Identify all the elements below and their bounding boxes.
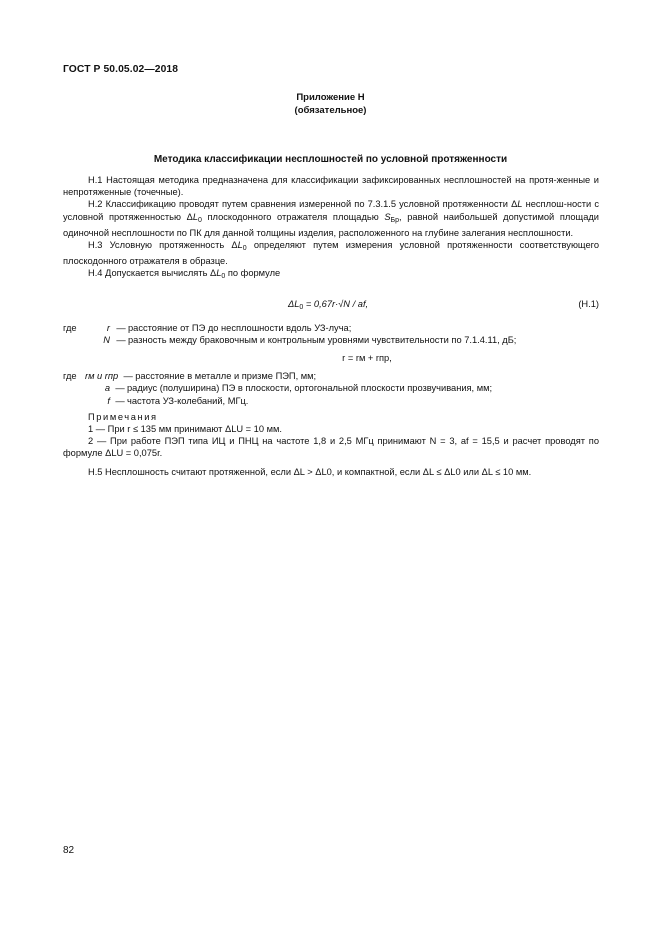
formula-expression: $\Delta L_0 = 0,67r\cdot√N$ / af, xyxy=(288,298,369,311)
where-row: где r — расстояние от ПЭ до несплошности вдоль УЗ-луча; xyxy=(63,322,352,333)
note-1: 1 — При r ≤ 135 мм принимают ΔLU = 10 мм. xyxy=(88,424,282,435)
notes-title: Примечания xyxy=(88,411,158,422)
section-title: Методика классификации несплошностей по условной протяженности xyxy=(153,154,508,165)
appendix-subtitle: (обязательное) xyxy=(294,104,367,116)
where-row: f — частота УЗ-колебаний, МГц. xyxy=(107,395,249,406)
note-2: 2 — При работе ПЭП типа ИЦ и ПНЦ на частоте 1,8 и 2,5 МГц принимают N = 3, af = 15,5 и расчет проводят по формуле ΔLU = 0,075r. xyxy=(63,436,599,459)
where-row: a — радиус (полуширина) ПЭ в плоскости, ортогональной плоскости прозвучивания, мм; xyxy=(104,383,493,394)
formula-number: (Н.1) xyxy=(578,298,599,309)
page-number: 82 xyxy=(63,845,75,856)
document-header: ГОСТ Р 50.05.02—2018 xyxy=(63,64,179,75)
where-row: где rм и rпр — расстояние в металле и призме ПЭП, мм; xyxy=(63,371,317,382)
appendix-heading xyxy=(0,92,661,117)
where-block-1 xyxy=(63,322,599,346)
paragraph-h2: Н.2 Классификацию проводят путем сравнения измеренной по 7.3.1.5 условной протяженности ΔL несплош-ности с условной протяженностью $\Delta L_0$ плоскодонного отражателя площадью $S_{Бр}$, равной наибольшей допустимой площади одиночной несплошности по ПК для данной толщины изделия, расположенного на глубине залегания несплошности. xyxy=(63,199,599,238)
paragraph-h5: Н.5 Несплошность считают протяженной, если ΔL > ΔL0, и компактной, если ΔL ≤ ΔL0 или ΔL ≤ 10 мм. xyxy=(88,466,532,477)
formula-h1 xyxy=(63,293,599,318)
where-block-2 xyxy=(63,370,599,407)
paragraph-h3: Н.3 Условную протяженность $\Delta L_0$ определяют путем измерения условной протяженности соответствующего плоскодонного отражателя в образце. xyxy=(63,240,599,267)
appendix-title: Приложение Н xyxy=(296,92,365,103)
paragraph-h1: Н.1 Настоящая методика предназначена для классификации зафиксированных несплошностей на протя-женные и непротяженные (точечные). xyxy=(63,175,599,198)
paragraph-h4: Н.4 Допускается вычислять $\Delta L_0$ по формуле xyxy=(88,268,281,281)
where-row: N — разность между браковочным и контрольным уровнями чувствительности по 7.1.4.11, дБ; xyxy=(103,334,517,345)
formula-r: r = rм + rпр, xyxy=(342,353,392,364)
document-body xyxy=(63,174,599,478)
